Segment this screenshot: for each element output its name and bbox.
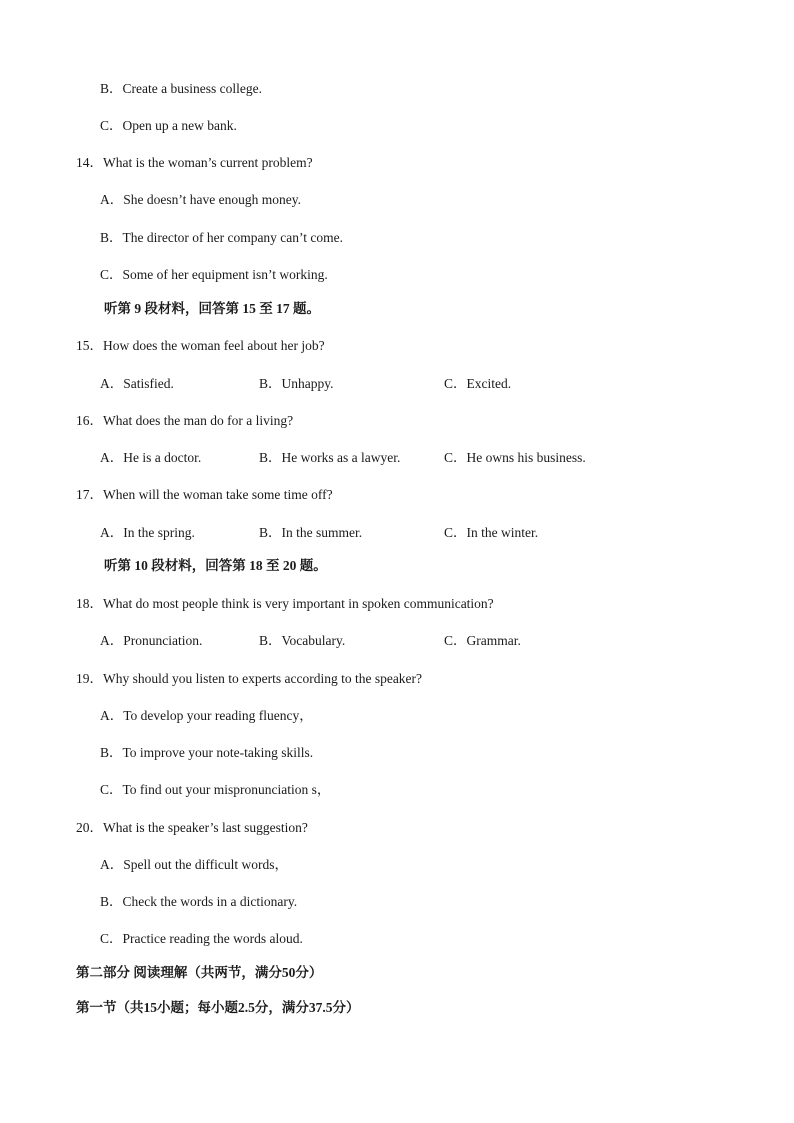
question-19: 19．Why should you listen to experts according to the speaker? [76, 671, 423, 686]
question-16-option-b: B．He works as a lawyer. [259, 450, 401, 465]
question-19-option-c: C．To find out your mispronunciation s， [100, 782, 331, 797]
question-15-option-c: C．Excited. [444, 376, 512, 391]
question-19-option-a: A．To develop your reading fluency， [100, 708, 313, 723]
question-13-option-c: C．Open up a new bank. [100, 118, 237, 133]
question-17-option-c: C．In the winter. [444, 525, 539, 540]
question-17-option-a: A．In the spring. [100, 525, 195, 540]
question-16-option-c: C．He owns his business. [444, 450, 586, 465]
question-20-option-c: C．Practice reading the words aloud. [100, 931, 303, 946]
question-18-option-b: B．Vocabulary. [259, 633, 346, 648]
question-16: 16．What does the man do for a living? [76, 413, 294, 428]
question-20-option-a: A．Spell out the difficult words， [100, 857, 288, 872]
question-15-option-a: A．Satisfied. [100, 376, 174, 391]
section-header-material-10: 听第 10 段材料，回答第 18 至 20 题。 [104, 558, 327, 573]
section-one-heading: 第一节（共15小题；每小题2.5分，满分37.5分） [76, 1000, 360, 1015]
question-18-option-c: C．Grammar. [444, 633, 521, 648]
question-20-option-b: B．Check the words in a dictionary. [100, 894, 298, 909]
question-17: 17．When will the woman take some time off? [76, 487, 333, 502]
question-18-option-a: A．Pronunciation. [100, 633, 203, 648]
question-13-option-b: B．Create a business college. [100, 81, 262, 96]
question-20: 20．What is the speaker’s last suggestion? [76, 820, 308, 835]
question-14: 14．What is the woman’s current problem? [76, 155, 313, 170]
question-14-option-a: A．She doesn’t have enough money. [100, 192, 301, 207]
question-14-option-c: C．Some of her equipment isn’t working. [100, 267, 328, 282]
question-15: 15．How does the woman feel about her job? [76, 338, 325, 353]
section-header-material-9: 听第 9 段材料，回答第 15 至 17 题。 [104, 301, 320, 316]
question-17-option-b: B．In the summer. [259, 525, 363, 540]
part-two-heading: 第二部分 阅读理解（共两节，满分50分） [76, 965, 323, 980]
question-16-option-a: A．He is a doctor. [100, 450, 202, 465]
question-14-option-b: B．The director of her company can’t come. [100, 230, 344, 245]
question-15-option-b: B．Unhappy. [259, 376, 334, 391]
question-18: 18．What do most people think is very important in spoken communication? [76, 596, 494, 611]
question-19-option-b: B．To improve your note-taking skills. [100, 745, 314, 760]
